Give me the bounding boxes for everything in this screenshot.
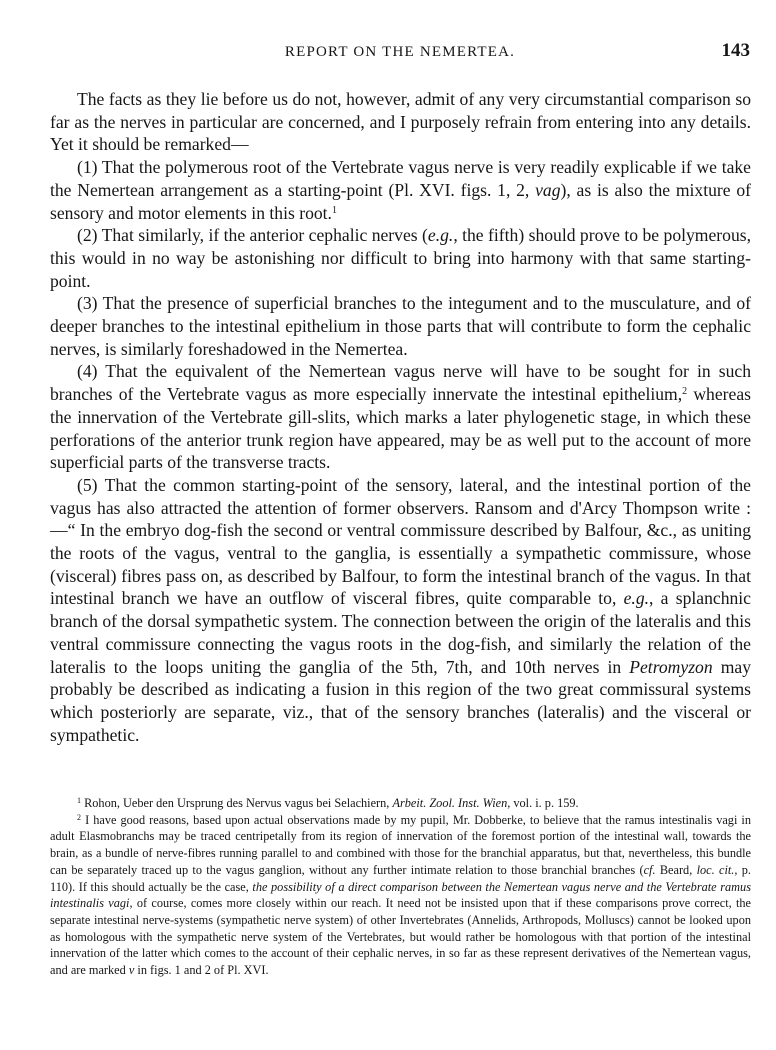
footnote-2-italic-passage: the possibility of a direct comparison between the Nemertean vagus nerve and the Vertebrate ramus intestinalis vagi <box>50 879 751 911</box>
footnote-1-text-end: , vol. i. p. 159. <box>507 796 579 810</box>
point-3-paragraph <box>50 292 751 360</box>
point-1-paragraph <box>50 156 751 224</box>
point-4-paragraph <box>50 360 751 474</box>
point-1-text-end: ), as is also the mixture of sensory and motor elements in this root. <box>50 179 751 223</box>
footnote-2-text-2: Beard, <box>655 862 697 877</box>
point-1-text: (1) That the polymerous root of the Vertebrate vagus nerve is very readily explicable if we take the Nemertean arrangement as a starting-point (Pl. XVI. figs. 1, 2, <box>50 157 751 200</box>
footnotes <box>50 795 751 979</box>
page-header <box>50 40 750 64</box>
intro-paragraph <box>50 88 751 156</box>
footnote-1-journal: Arbeit. Zool. Inst. Wien <box>392 796 508 810</box>
footnote-1-number: 1 <box>77 796 81 805</box>
body-text <box>50 88 751 746</box>
footnote-2-text-end: in figs. 1 and 2 of Pl. XVI. <box>134 963 269 978</box>
point-2-paragraph <box>50 224 751 292</box>
point-5-italic-petromyzon: Petromyzon <box>629 656 713 677</box>
point-5-text-mid: , a splanchnic branch of the dorsal sympathetic system. The connection between the origin of the lateralis and this ventral commissure connecting the vagus roots in the dog-fish, and similarly the relation of the lateralis to the loops uniting the ganglia of the 5th, 7th, and 10th nerves in <box>50 588 751 677</box>
footnote-2-italic-v: v <box>128 963 135 978</box>
point-5-italic-eg: e.g. <box>623 588 650 609</box>
running-title: REPORT ON THE NEMERTEA. <box>284 44 516 60</box>
point-5-text-end: may probably be described as indicating a fusion in this region of the two great commissural systems which posteriorly are separate, viz., that of the sensory branches (lateralis) and the visceral or sympathetic. <box>50 656 751 745</box>
point-1-italic: vag <box>535 179 561 200</box>
footnote-2 <box>50 812 751 979</box>
point-2-text: (2) That similarly, if the anterior cephalic nerves ( <box>77 225 428 246</box>
footnote-1 <box>50 795 751 812</box>
point-4-text: (4) That the equivalent of the Nemertean vagus nerve will have to be sought for in such branches of the Vertebrate vagus as more especially innervate the intestinal epithelium, <box>50 361 751 405</box>
point-4-text-end: whereas the innervation of the Vertebrate gill-slits, which marks a later phylogenetic stage, in which these perforations of the anterior trunk region have appeared, may be as well put to the account of more superficial parts of the transverse tracts. <box>50 384 751 473</box>
point-3-text: (3) That the presence of superficial branches to the integument and to the musculature, and of deeper branches to the intestinal epithelium in those parts that will contribute to form the cephalic nerves, is similarly foreshadowed in the Nemertea. <box>50 293 751 359</box>
footnote-2-text-3: , p. 110). If this should actually be the case, <box>50 862 752 894</box>
footnote-2-italic-loc-cit: loc. cit. <box>696 862 735 877</box>
footnote-2-number: 2 <box>77 812 81 822</box>
footnote-1-text: Rohon, Ueber den Ursprung des Nervus vagus bei Selachiern, <box>81 796 393 810</box>
intro-text: The facts as they lie before us do not, however, admit of any very circumstantial comparison so far as the nerves in particular are concerned, and I purposely refrain from entering into any details. Yet it should be remarked— <box>50 89 751 155</box>
page-number: 143 <box>721 40 750 61</box>
point-2-text-end: , the fifth) should prove to be polymerous, this would in no way be astonishing nor difficult to bring into harmony with that same starting-point. <box>50 225 752 291</box>
footnote-ref-1[interactable]: 1 <box>331 204 337 216</box>
point-5-paragraph <box>50 474 751 746</box>
point-2-italic: e.g. <box>427 225 454 246</box>
point-5-text: (5) That the common starting-point of the sensory, lateral, and the intestinal portion of the vagus has also attracted the attention of former observers. Ransom and d'Arcy Thompson write :—“ In the embryo dog-fish the second or ventral commissure described by Balfour, &c., as uniting the roots of the vagus, ventral to the ganglia, is essentially a sympathetic commissure, whose (visceral) fibres pass on, as described by Balfour, to form the intestinal branch of the vagus. In that intestinal branch we have an outflow of visceral fibres, quite comparable to, <box>50 474 751 609</box>
footnote-2-text: I have good reasons, based upon actual observations made by my pupil, Mr. Dobberke, to believe that the ramus intestinalis vagi in adult Elasmobranchs may be traced centripetally from its region of innervation of the foremost portion of the intestinal wall, towards the brain, as a bundle of nerve-fibres running parallel to and combined with those for the branchial apparatus, but that, nevertheless, this bundle can be separately traced up to the vagus ganglion, without any further intimate relation to those branchial branches ( <box>50 812 751 877</box>
footnote-2-italic-cf: cf. <box>643 862 656 877</box>
footnote-2-text-4: , of course, comes more closely within our reach. It need not be insisted upon that if these comparisons prove correct, the separate intestinal nerve-systems (sympathetic nerve system) of other Invertebrates (Annelids, Arthropods, Molluscs) cannot be looked upon as homologous with the sympathetic nerve system of the Vertebrates, but would rather be homologous with that portion of the intestinal innervation of the latter which comes to the account of their cephalic nerves, in so far as these represent derivatives of the Nemertean vagus, and are marked <box>50 896 751 978</box>
footnote-ref-2[interactable]: 2 <box>682 386 688 398</box>
